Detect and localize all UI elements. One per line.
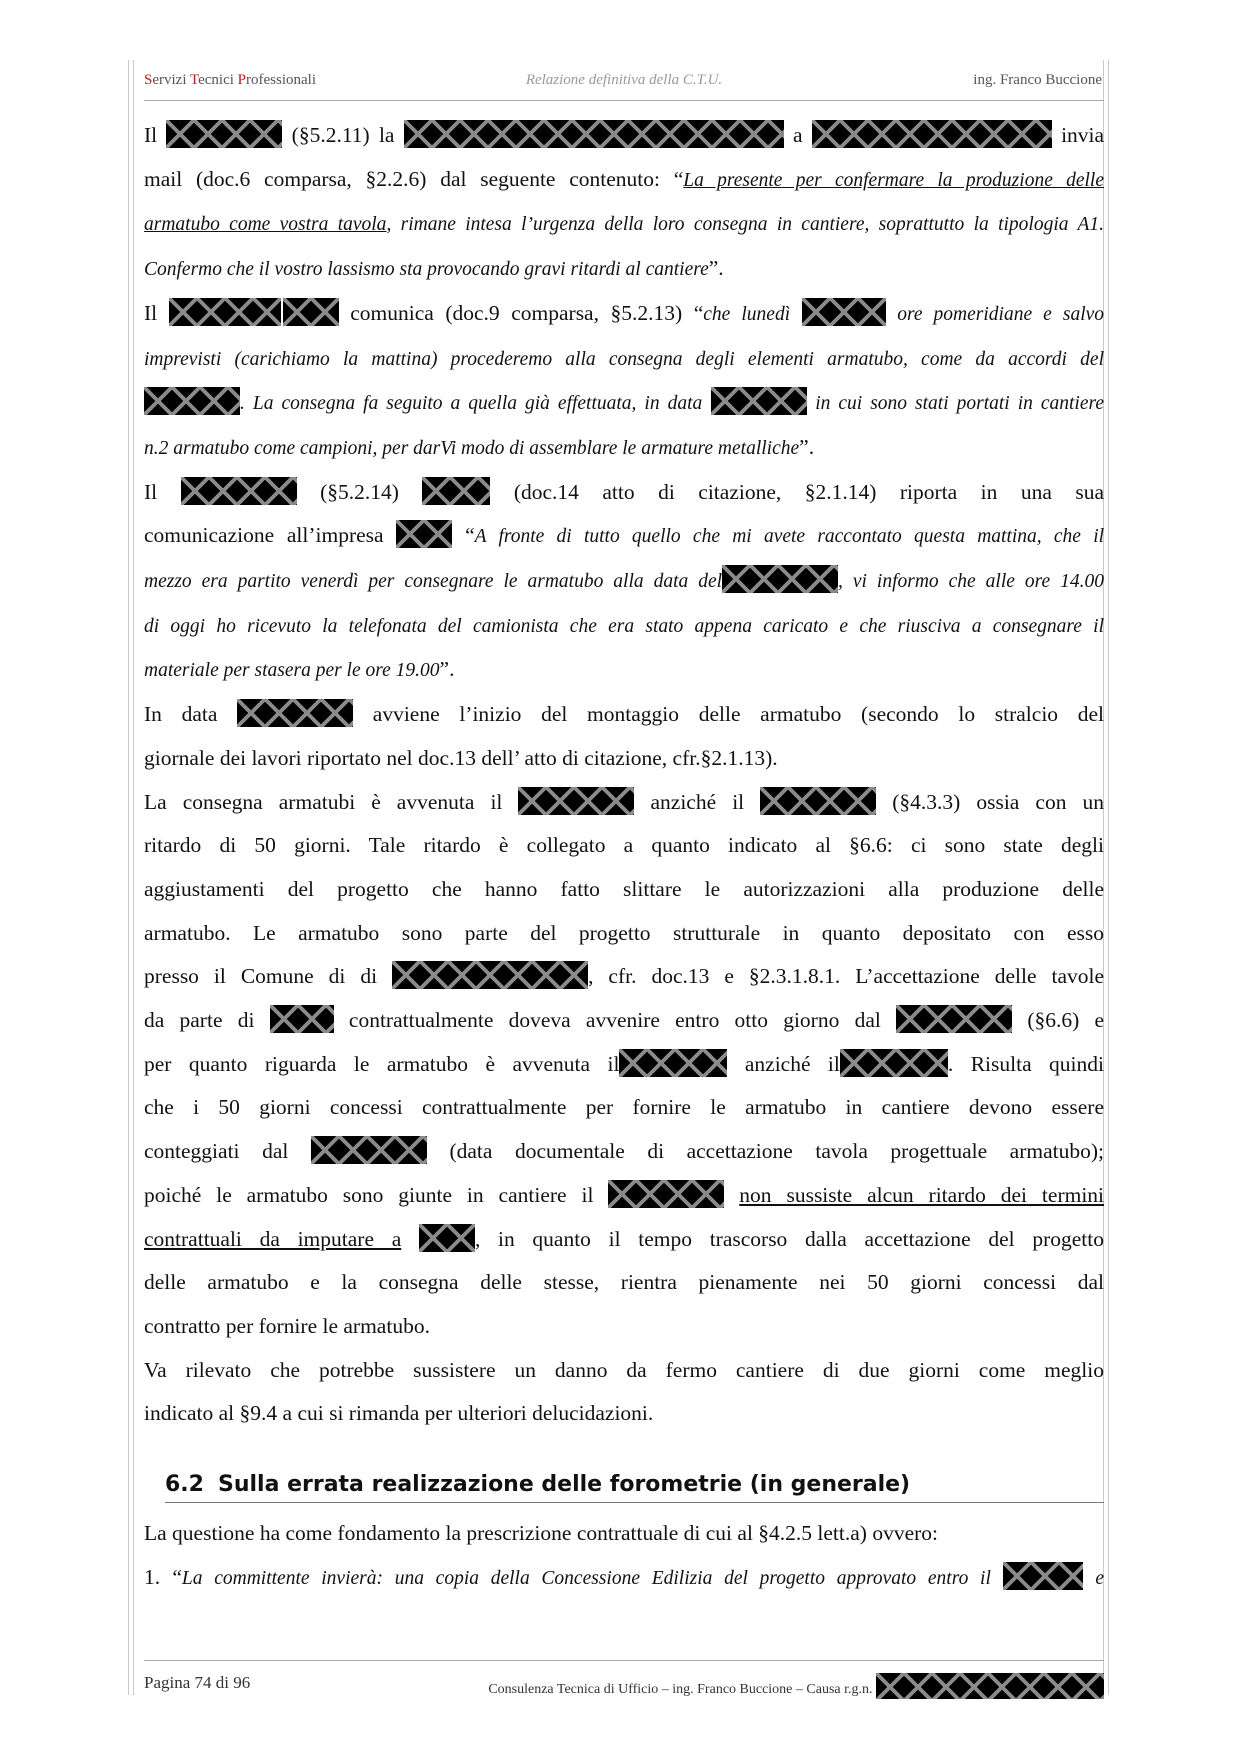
page-border-left-inner bbox=[133, 60, 134, 1695]
line: armatubo come vostra tavola, rimane intesa l’urgenza della loro consegna in cantiere, soprattutto la tipologia A1. bbox=[144, 214, 1104, 236]
footer-case-reference: Consulenza Tecnica di Ufficio – ing. Franco Buccione – Causa r.g.n. bbox=[488, 1673, 1104, 1699]
redaction-box bbox=[619, 1049, 727, 1077]
section-paragraph: La questione ha come fondamento la prescrizione contrattuale di cui al §4.2.5 lett.a) ovvero: bbox=[144, 1521, 939, 1545]
redaction-box bbox=[419, 1224, 475, 1252]
header-author: ing. Franco Buccione bbox=[973, 72, 1102, 88]
line: indicato al §9.4 a cui si rimanda per ulteriori delucidazioni. bbox=[144, 1401, 654, 1426]
document-body bbox=[144, 114, 1104, 1436]
section-heading bbox=[165, 1468, 1104, 1503]
redaction-box bbox=[396, 520, 452, 548]
line: n.2 armatubo come campioni, per darVi modo di assemblare le armature metalliche”. bbox=[144, 434, 815, 459]
line: materiale per stasera per le ore 19.00”. bbox=[144, 657, 455, 682]
redaction-box bbox=[812, 120, 1052, 148]
line: . La consegna fa seguito a quella già effettuata, in data in cui sono stati portati in cantiere bbox=[144, 381, 1104, 426]
paragraph-6 bbox=[144, 1349, 1104, 1436]
section-number: 6.2 bbox=[165, 1472, 204, 1497]
redaction-box bbox=[392, 961, 588, 989]
redaction-box bbox=[1003, 1562, 1083, 1590]
line: Va rilevato che potrebbe sussistere un danno da fermo cantiere di due giorni come meglio bbox=[144, 1357, 1104, 1382]
line: Confermo che il vostro lassismo sta provocando gravi ritardi al cantiere”. bbox=[144, 256, 724, 281]
redaction-box bbox=[311, 1136, 427, 1164]
redaction-box bbox=[876, 1673, 1104, 1699]
line: imprevisti (carichiamo la mattina) procederemo alla consegna degli elementi armatubo, come da accordi del bbox=[144, 348, 1104, 370]
line: Il (§5.2.11) la a invia bbox=[144, 114, 1104, 158]
redaction-box bbox=[237, 699, 353, 727]
line: contratto per fornire le armatubo. bbox=[144, 1313, 430, 1338]
line: presso il Comune di di , cfr. doc.13 e §2.3.1.8.1. L’accettazione delle tavole bbox=[144, 955, 1104, 999]
line: per quanto riguarda le armatubo è avvenuta il anziché il . Risulta quindi bbox=[144, 1043, 1104, 1087]
line: 1. “La committente invierà: una copia della Concessione Edilizia del progetto approvato entro il e bbox=[144, 1556, 1104, 1601]
line: poiché le armatubo sono giunte in cantiere il non sussiste alcun ritardo dei termini bbox=[144, 1174, 1104, 1218]
redaction-box bbox=[840, 1049, 948, 1077]
page-border-right bbox=[1108, 60, 1109, 1695]
redaction-box bbox=[711, 387, 807, 415]
line: che i 50 giorni concessi contrattualmente per fornire le armatubo in cantiere devono essere bbox=[144, 1095, 1104, 1120]
line: delle armatubo e la consegna delle stesse, rientra pienamente nei 50 giorni concessi dal bbox=[144, 1270, 1104, 1295]
redaction-box bbox=[722, 565, 838, 593]
line: ritardo di 50 giorni. Tale ritardo è collegato a quanto indicato al §6.6: ci sono state degli bbox=[144, 833, 1104, 858]
section-body bbox=[144, 1512, 1104, 1600]
line: conteggiati dal (data documentale di accettazione tavola progettuale armatubo); bbox=[144, 1130, 1104, 1174]
paragraph-2 bbox=[144, 292, 1104, 471]
redaction-box bbox=[896, 1005, 1012, 1033]
redaction-box bbox=[422, 477, 490, 505]
page-border-left bbox=[128, 60, 129, 1695]
paragraph-1 bbox=[144, 114, 1104, 292]
redaction-box bbox=[518, 787, 634, 815]
line: di oggi ho ricevuto la telefonata del camionista che era stato appena caricato e che riusciva a consegnare il bbox=[144, 615, 1104, 637]
line: Il comunica (doc.9 comparsa, §5.2.13) “che lunedì ore pomeridiane e salvo bbox=[144, 292, 1104, 337]
page-number: Pagina 74 di 96 bbox=[144, 1673, 251, 1692]
page-footer bbox=[144, 1660, 1104, 1701]
line: Il (§5.2.14) (doc.14 atto di citazione, §2.1.14) riporta in una sua bbox=[144, 471, 1104, 515]
page-header bbox=[144, 64, 1104, 101]
header-company: Servizi Tecnici Professionali bbox=[144, 72, 316, 88]
line: La consegna armatubi è avvenuta il anziché il (§4.3.3) ossia con un bbox=[144, 781, 1104, 825]
line: contrattuali da imputare a , in quanto il tempo trascorso dalla accettazione del progetto bbox=[144, 1218, 1104, 1262]
header-document-title: Relazione definitiva della C.T.U. bbox=[525, 72, 723, 88]
section-title: Sulla errata realizzazione delle forometrie (in generale) bbox=[217, 1472, 911, 1497]
line: comunicazione all’impresa “A fronte di tutto quello che mi avete raccontato questa mattina, che il bbox=[144, 514, 1104, 559]
redaction-box bbox=[166, 120, 282, 148]
redaction-box bbox=[802, 298, 886, 326]
redaction-box bbox=[608, 1180, 724, 1208]
redaction-box bbox=[144, 387, 240, 415]
redaction-box bbox=[404, 120, 784, 148]
paragraph-5 bbox=[144, 781, 1104, 1349]
redaction-box bbox=[270, 1005, 334, 1033]
line: mail (doc.6 comparsa, §2.2.6) dal seguente contenuto: “La presente per confermare la produzione delle bbox=[144, 166, 1104, 191]
item-number: 1. bbox=[144, 1564, 161, 1589]
redaction-box bbox=[181, 477, 297, 505]
line: armatubo. Le armatubo sono parte del progetto strutturale in quanto depositato con esso bbox=[144, 920, 1104, 945]
line: giornale dei lavori riportato nel doc.13 dell’ atto di citazione, cfr.§2.1.13). bbox=[144, 745, 778, 770]
redaction-box bbox=[283, 298, 339, 326]
numbered-item bbox=[144, 1556, 1104, 1601]
line: In data avviene l’inizio del montaggio delle armatubo (secondo lo stralcio del bbox=[144, 693, 1104, 737]
line: da parte di contrattualmente doveva avvenire entro otto giorno dal (§6.6) e bbox=[144, 999, 1104, 1043]
paragraph-4 bbox=[144, 693, 1104, 780]
line: mezzo era partito venerdì per consegnare le armatubo alla data del , vi informo che alle ore 14.00 bbox=[144, 559, 1104, 604]
redaction-box bbox=[760, 787, 876, 815]
paragraph-3 bbox=[144, 471, 1104, 694]
line: aggiustamenti del progetto che hanno fatto slittare le autorizzazioni alla produzione delle bbox=[144, 876, 1104, 901]
redaction-box bbox=[169, 298, 281, 326]
